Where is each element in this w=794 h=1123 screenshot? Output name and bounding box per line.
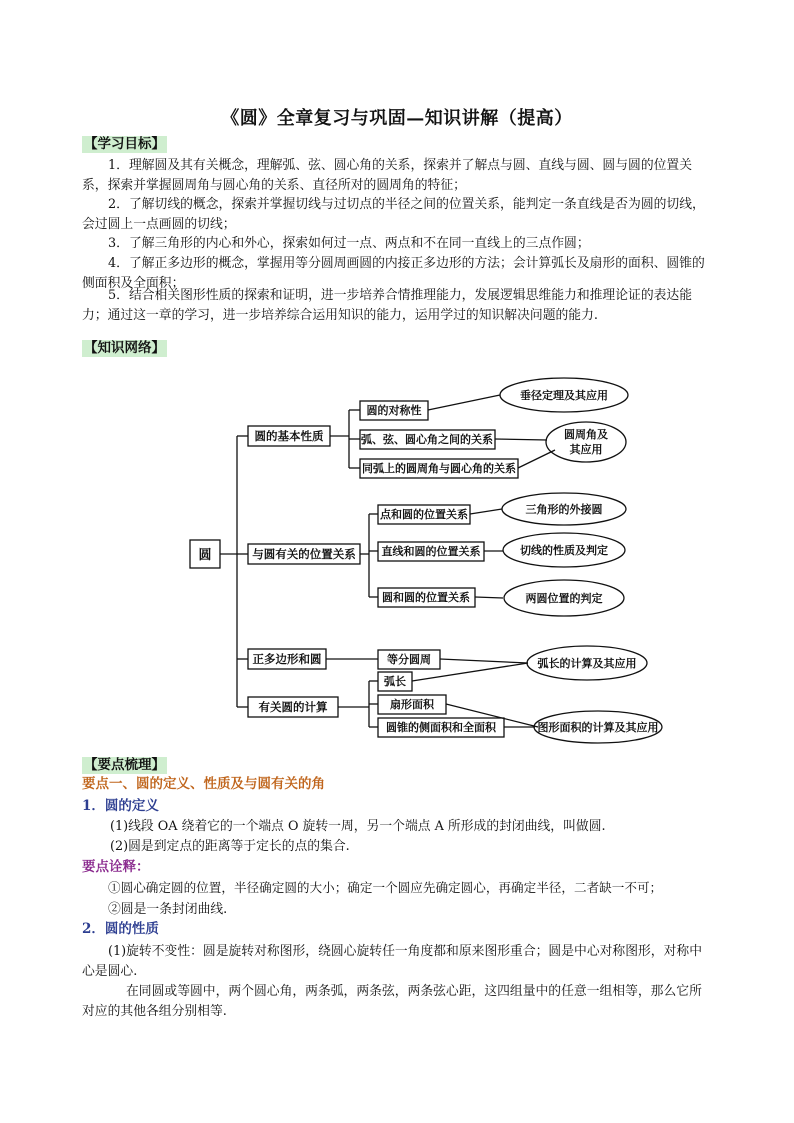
goal-item-2: 2．了解切线的概念，探索并掌握切线与过切点的半径之间的位置关系，能判定一条直线是否为圆的切线，会过圆上一点画圆的切线；	[82, 197, 705, 232]
l2-label-arc-length: 弧长	[384, 675, 406, 688]
page-title: 《圆》全章复习与巩固—知识讲解（提高）	[221, 108, 573, 129]
definition-1: (1)线段 OA 绕着它的一个端点 O 旋转一周，另一个端点 A 所形成的封闭曲线，叫做圆.	[110, 819, 606, 834]
point1-title: 要点一、圆的定义、性质及与圆有关的角	[82, 776, 325, 792]
oval-label-perp: 垂径定理及其应用	[520, 389, 608, 402]
root-label: 圆	[198, 548, 212, 563]
l1-label-basic: 圆的基本性质	[254, 429, 324, 443]
oval-label-inscribed-1: 圆周角及	[564, 428, 608, 441]
oval-label-tangent: 切线的性质及判定	[520, 544, 608, 557]
note-1: ①圆心确定圆的位置，半径确定圆的大小；确定一个圆应先确定圆心，再确定半径，二者缺一不可；	[108, 880, 663, 895]
oval-label-area-calc: 图形面积的计算及其应用	[537, 721, 659, 734]
definition-2: (2)圆是到定点的距离等于定长的点的集合.	[110, 839, 350, 854]
l2-label-line-circle: 直线和圆的位置关系	[381, 545, 481, 558]
l2-label-divide: 等分圆周	[387, 653, 431, 666]
property-2: 在同圆或等圆中，两个圆心角，两条弧，两条弦，两条弦心距，这四组量中的任意一组相等，那么它所对应的其他各组分别相等.	[82, 984, 702, 1019]
note-2: ②圆是一条封闭曲线.	[108, 902, 228, 917]
l2-label-inscribed: 同弧上的圆周角与圆心角的关系	[362, 462, 516, 475]
sub2-title: 2．圆的性质	[82, 921, 159, 937]
l2-label-cone: 圆锥的侧面积和全面积	[386, 721, 496, 734]
l2-label-point-circle: 点和圆的位置关系	[380, 508, 468, 521]
goal-item-3: 3．了解三角形的内心和外心，探索如何过一点、两点和不在同一直线上的三点作圆；	[108, 236, 590, 251]
goal-item-5: 5．结合相关图形性质的探索和证明，进一步培养合情推理能力，发展逻辑思维能力和推理论证的表达能力；通过这一章的学习，进一步培养综合运用知识的能力，运用学过的知识解决问题的能力.	[82, 288, 693, 323]
points-heading: 【要点梳理】	[84, 757, 165, 773]
goal-item-4: 4．了解正多边形的概念，掌握用等分圆周画圆的内接正多边形的方法；会计算弧长及扇形的面积、圆锥的侧面积及全面积；	[82, 256, 705, 291]
goals-heading: 【学习目标】	[84, 136, 165, 152]
l1-label-polygon: 正多边形和圆	[252, 652, 322, 666]
network-heading: 【知识网络】	[84, 340, 165, 356]
l1-label-position: 与圆有关的位置关系	[252, 547, 356, 561]
goal-item-1: 1．理解圆及其有关概念，理解弧、弦、圆心角的关系，探索并了解点与圆、直线与圆、圆与圆的位置关系，探索并掌握圆周角与圆心角的关系、直径所对的圆周角的特征；	[82, 158, 693, 193]
property-1: (1)旋转不变性：圆是旋转对称图形，绕圆心旋转任一角度都和原来图形重合；圆是中心对称图形，对称中心是圆心.	[82, 944, 702, 979]
note-title: 要点诠释：	[82, 859, 150, 875]
l1-label-calc: 有关圆的计算	[258, 700, 328, 714]
oval-label-two-circles: 两圆位置的判定	[525, 592, 603, 605]
oval-label-arc-calc: 弧长的计算及其应用	[537, 657, 637, 670]
l2-label-sector: 扇形面积	[390, 698, 434, 711]
oval-label-inscribed-2: 其应用	[569, 443, 603, 456]
l2-label-circle-circle: 圆和圆的位置关系	[382, 591, 470, 604]
l2-label-arc-chord: 弧、弦、圆心角之间的关系	[361, 433, 493, 446]
oval-label-circumcircle: 三角形的外接圆	[525, 503, 603, 516]
sub1-title: 1．圆的定义	[82, 798, 159, 814]
l2-label-symmetry: 圆的对称性	[366, 404, 422, 417]
